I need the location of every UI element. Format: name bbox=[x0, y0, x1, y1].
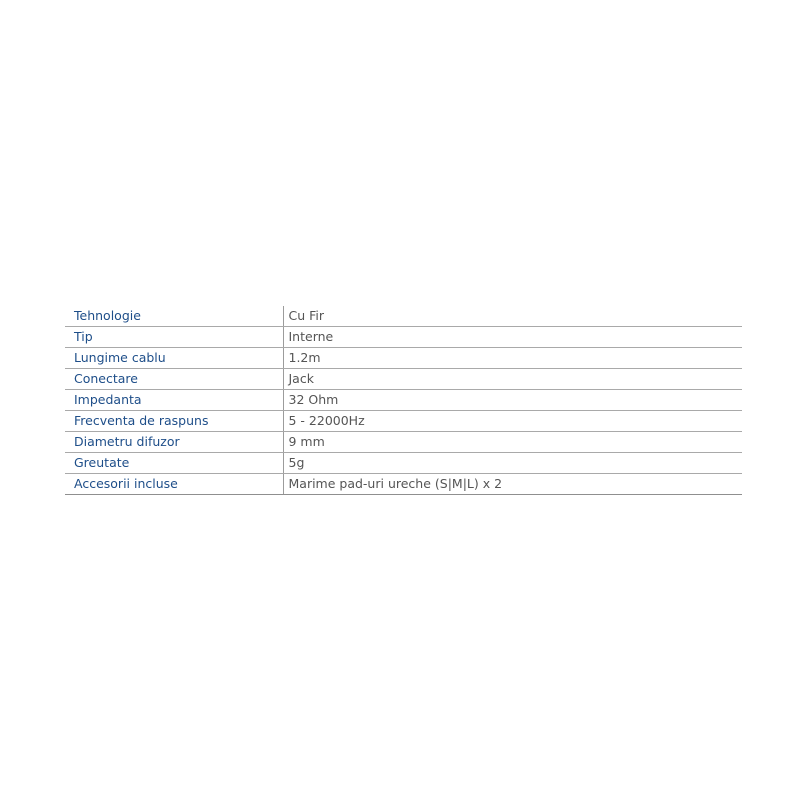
spec-value: Marime pad-uri ureche (S|M|L) x 2 bbox=[283, 474, 742, 495]
table-row bbox=[65, 306, 742, 327]
spec-label: Tip bbox=[65, 327, 283, 348]
table-row bbox=[65, 453, 742, 474]
spec-value: 5g bbox=[283, 453, 742, 474]
specifications-table bbox=[65, 306, 742, 495]
spec-label: Tehnologie bbox=[65, 306, 283, 327]
table-row bbox=[65, 369, 742, 390]
table-row bbox=[65, 432, 742, 453]
spec-label: Impedanta bbox=[65, 390, 283, 411]
spec-value: Jack bbox=[283, 369, 742, 390]
spec-value: 9 mm bbox=[283, 432, 742, 453]
spec-label: Lungime cablu bbox=[65, 348, 283, 369]
table-row bbox=[65, 327, 742, 348]
spec-label: Accesorii incluse bbox=[65, 474, 283, 495]
table-row bbox=[65, 348, 742, 369]
spec-label: Greutate bbox=[65, 453, 283, 474]
spec-value: Cu Fir bbox=[283, 306, 742, 327]
table-row bbox=[65, 390, 742, 411]
table-row bbox=[65, 411, 742, 432]
spec-value: 5 - 22000Hz bbox=[283, 411, 742, 432]
spec-label: Diametru difuzor bbox=[65, 432, 283, 453]
spec-value: 32 Ohm bbox=[283, 390, 742, 411]
table-row bbox=[65, 474, 742, 495]
spec-value: Interne bbox=[283, 327, 742, 348]
spec-label: Conectare bbox=[65, 369, 283, 390]
spec-value: 1.2m bbox=[283, 348, 742, 369]
spec-label: Frecventa de raspuns bbox=[65, 411, 283, 432]
